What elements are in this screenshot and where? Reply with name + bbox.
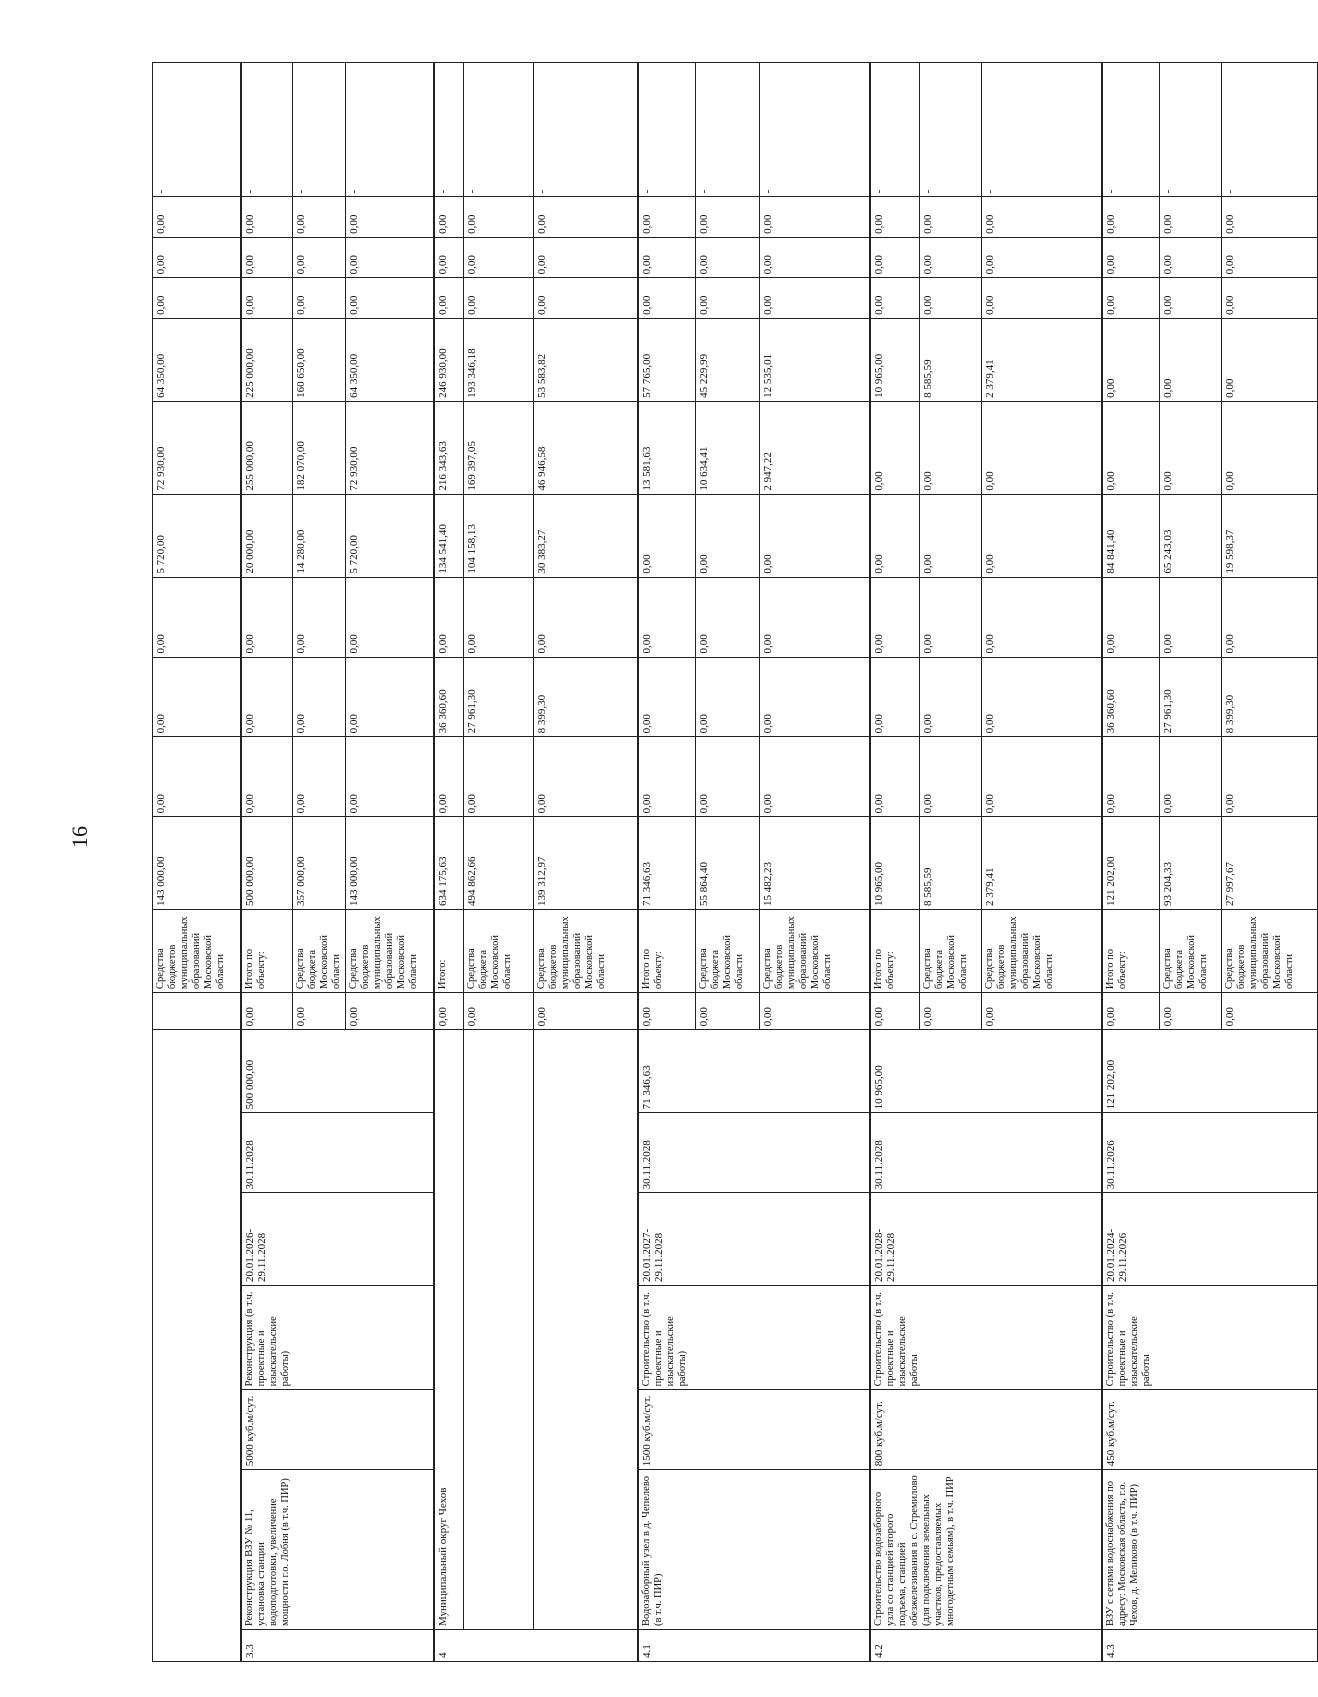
table-row bbox=[534, 63, 638, 1662]
amount-cell: 0,00 bbox=[1160, 278, 1222, 318]
work-period: 20.01.2026-29.11.2028 bbox=[241, 1193, 434, 1286]
amount-cell: 0,00 bbox=[760, 577, 870, 657]
amount-cell: 0,00 bbox=[1222, 237, 1318, 277]
funding-source: Средства бюджета Московской области bbox=[464, 909, 534, 992]
amount-cell: 2 379,41 bbox=[982, 817, 1102, 910]
amount-cell: 8 399,30 bbox=[1222, 657, 1318, 737]
amount-cell: 0,00 bbox=[982, 197, 1102, 237]
prior-financing: 0,00 bbox=[870, 993, 920, 1030]
amount-cell: 0,00 bbox=[760, 197, 870, 237]
capacity: 800 куб.м/сут. bbox=[870, 1390, 1102, 1470]
amount-cell: 0,00 bbox=[464, 278, 534, 318]
amount-cell: 0,00 bbox=[696, 737, 760, 817]
completion-date: 30.11.2028 bbox=[870, 1113, 1102, 1193]
rotated-table-container bbox=[152, 62, 1295, 1662]
estimated-cost: 121 202,00 bbox=[1102, 1030, 1318, 1113]
amount-cell: 0,00 bbox=[434, 278, 464, 318]
amount-cell: 0,00 bbox=[760, 494, 870, 577]
amount-cell: 0,00 bbox=[920, 657, 982, 737]
amount-cell: 45 229,99 bbox=[696, 318, 760, 401]
amount-cell: 0,00 bbox=[153, 737, 241, 817]
amount-cell: 36 360,60 bbox=[434, 657, 464, 737]
amount-cell: 0,00 bbox=[638, 657, 696, 737]
amount-cell: 10 965,00 bbox=[870, 817, 920, 910]
amount-cell: 0,00 bbox=[870, 401, 920, 494]
amount-cell: 0,00 bbox=[346, 737, 434, 817]
empty-cell bbox=[464, 1030, 534, 1630]
amount-cell: 14 280,00 bbox=[293, 494, 346, 577]
amount-cell: 0,00 bbox=[920, 278, 982, 318]
amount-cell: 0,00 bbox=[293, 278, 346, 318]
amount-cell: 0,00 bbox=[1160, 577, 1222, 657]
funding-source: Средства бюджета Московской области bbox=[920, 909, 982, 992]
amount-cell: 0,00 bbox=[638, 237, 696, 277]
funding-source: Средства бюджета Московской области bbox=[1160, 909, 1222, 992]
amount-cell: 246 930,00 bbox=[434, 318, 464, 401]
row-code: 3.3 bbox=[241, 1630, 434, 1662]
amount-cell: 0,00 bbox=[241, 278, 293, 318]
prior-financing: 0,00 bbox=[293, 993, 346, 1030]
remainder-cell: - bbox=[696, 63, 760, 197]
amount-cell: 634 175,63 bbox=[434, 817, 464, 910]
amount-cell: 0,00 bbox=[920, 494, 982, 577]
object-name: Реконструкция ВЗУ № 11, установка станции водоподготовки, увеличение мощности г.о. Лобня (в т.ч. ПИР) bbox=[241, 1470, 434, 1630]
funding-source: Средства бюджетов муниципальных образований Московской области bbox=[346, 909, 434, 992]
prior-cell bbox=[153, 993, 241, 1030]
remainder-cell: - bbox=[1160, 63, 1222, 197]
amount-cell: 0,00 bbox=[534, 237, 638, 277]
funding-source: Итого по объекту: bbox=[638, 909, 696, 992]
amount-cell: 0,00 bbox=[153, 577, 241, 657]
municipality-name: Муниципальный округ Чехов bbox=[434, 1030, 464, 1630]
amount-cell: 160 650,00 bbox=[293, 318, 346, 401]
amount-cell: 71 346,63 bbox=[638, 817, 696, 910]
amount-cell: 139 312,97 bbox=[534, 817, 638, 910]
funding-source: Итого по объекту: bbox=[241, 909, 293, 992]
amount-cell: 0,00 bbox=[870, 197, 920, 237]
prior-financing: 0,00 bbox=[696, 993, 760, 1030]
row-code: 4.1 bbox=[638, 1630, 870, 1662]
estimated-cost: 10 965,00 bbox=[870, 1030, 1102, 1113]
amount-cell: 0,00 bbox=[293, 237, 346, 277]
amount-cell: 0,00 bbox=[982, 401, 1102, 494]
amount-cell: 84 841,40 bbox=[1102, 494, 1160, 577]
amount-cell: 0,00 bbox=[464, 577, 534, 657]
amount-cell: 0,00 bbox=[982, 737, 1102, 817]
amount-cell: 0,00 bbox=[920, 577, 982, 657]
amount-cell: 0,00 bbox=[1160, 318, 1222, 401]
amount-cell: 0,00 bbox=[464, 197, 534, 237]
amount-cell: 0,00 bbox=[346, 657, 434, 737]
amount-cell: 27 997,67 bbox=[1222, 817, 1318, 910]
amount-cell: 0,00 bbox=[293, 737, 346, 817]
funding-source: Итого: bbox=[434, 909, 464, 992]
object-name: Водозаборный узел в д. Чепелево (в т.ч. ПИР) bbox=[638, 1470, 870, 1630]
remainder-cell: - bbox=[982, 63, 1102, 197]
table-row bbox=[434, 63, 464, 1662]
amount-cell: 13 581,63 bbox=[638, 401, 696, 494]
amount-cell: 55 864,40 bbox=[696, 817, 760, 910]
funding-source: Средства бюджетов муниципальных образований Московской области bbox=[1222, 909, 1318, 992]
amount-cell: 134 541,40 bbox=[434, 494, 464, 577]
amount-cell: 357 000,00 bbox=[293, 817, 346, 910]
amount-cell: 19 598,37 bbox=[1222, 494, 1318, 577]
amount-cell: 143 000,00 bbox=[346, 817, 434, 910]
completion-date: 30.11.2026 bbox=[1102, 1113, 1318, 1193]
amount-cell: 0,00 bbox=[760, 278, 870, 318]
remainder-cell: - bbox=[1222, 63, 1318, 197]
amount-cell: 0,00 bbox=[696, 237, 760, 277]
amount-cell: 0,00 bbox=[1222, 197, 1318, 237]
amount-cell: 27 961,30 bbox=[1160, 657, 1222, 737]
amount-cell: 20 000,00 bbox=[241, 494, 293, 577]
work-type: Строительство (в т.ч. проектные и изыскательские работы bbox=[1102, 1285, 1318, 1389]
amount-cell: 0,00 bbox=[346, 577, 434, 657]
amount-cell: 8 585,59 bbox=[920, 817, 982, 910]
remainder-cell: - bbox=[346, 63, 434, 197]
amount-cell: 0,00 bbox=[1222, 278, 1318, 318]
amount-cell: 182 070,00 bbox=[293, 401, 346, 494]
remainder-cell: - bbox=[434, 63, 464, 197]
amount-cell: 0,00 bbox=[870, 657, 920, 737]
completion-date: 30.11.2028 bbox=[638, 1113, 870, 1193]
amount-cell: 0,00 bbox=[982, 577, 1102, 657]
amount-cell: 0,00 bbox=[1160, 197, 1222, 237]
prior-financing: 0,00 bbox=[638, 993, 696, 1030]
amount-cell: 0,00 bbox=[760, 737, 870, 817]
remainder-cell: - bbox=[464, 63, 534, 197]
amount-cell: 143 000,00 bbox=[153, 817, 241, 910]
amount-cell: 0,00 bbox=[1102, 737, 1160, 817]
funding-source: Средства бюджетов муниципальных образований Московской области bbox=[760, 909, 870, 992]
remainder-cell: - bbox=[1102, 63, 1160, 197]
amount-cell: 0,00 bbox=[346, 278, 434, 318]
amount-cell: 0,00 bbox=[1160, 737, 1222, 817]
amount-cell: 10 634,41 bbox=[696, 401, 760, 494]
prior-financing: 0,00 bbox=[1160, 993, 1222, 1030]
remainder-cell: - bbox=[534, 63, 638, 197]
amount-cell: 0,00 bbox=[982, 657, 1102, 737]
amount-cell: 0,00 bbox=[982, 237, 1102, 277]
amount-cell: 30 383,27 bbox=[534, 494, 638, 577]
amount-cell: 0,00 bbox=[870, 494, 920, 577]
funding-source: Средства бюджета Московской области bbox=[293, 909, 346, 992]
amount-cell: 494 862,66 bbox=[464, 817, 534, 910]
amount-cell: 12 535,01 bbox=[760, 318, 870, 401]
work-period: 20.01.2028-29.11.2028 bbox=[870, 1193, 1102, 1286]
financing-table bbox=[152, 62, 1318, 1662]
row-code: 4 bbox=[434, 1630, 638, 1662]
amount-cell: 0,00 bbox=[534, 577, 638, 657]
amount-cell: 0,00 bbox=[1102, 237, 1160, 277]
amount-cell: 10 965,00 bbox=[870, 318, 920, 401]
work-period: 20.01.2027-29.11.2028 bbox=[638, 1193, 870, 1286]
amount-cell: 216 343,63 bbox=[434, 401, 464, 494]
amount-cell: 15 482,23 bbox=[760, 817, 870, 910]
amount-cell: 53 583,82 bbox=[534, 318, 638, 401]
amount-cell: 0,00 bbox=[696, 577, 760, 657]
capacity: 5000 куб.м/сут. bbox=[241, 1390, 434, 1470]
amount-cell: 93 204,33 bbox=[1160, 817, 1222, 910]
prior-financing: 0,00 bbox=[534, 993, 638, 1030]
amount-cell: 46 946,58 bbox=[534, 401, 638, 494]
amount-cell: 0,00 bbox=[638, 197, 696, 237]
amount-cell: 0,00 bbox=[293, 197, 346, 237]
amount-cell: 0,00 bbox=[153, 197, 241, 237]
page-number: 16 bbox=[67, 826, 92, 848]
remainder-cell: - bbox=[241, 63, 293, 197]
amount-cell: 0,00 bbox=[434, 197, 464, 237]
empty-cell bbox=[534, 1030, 638, 1630]
amount-cell: 65 243,03 bbox=[1160, 494, 1222, 577]
amount-cell: 2 947,22 bbox=[760, 401, 870, 494]
amount-cell: 0,00 bbox=[464, 737, 534, 817]
amount-cell: 0,00 bbox=[1102, 318, 1160, 401]
estimated-cost: 71 346,63 bbox=[638, 1030, 870, 1113]
amount-cell: 0,00 bbox=[1222, 318, 1318, 401]
remainder-cell: - bbox=[760, 63, 870, 197]
prior-financing: 0,00 bbox=[346, 993, 434, 1030]
amount-cell: 0,00 bbox=[241, 657, 293, 737]
amount-cell: 8 585,59 bbox=[920, 318, 982, 401]
amount-cell: 0,00 bbox=[346, 197, 434, 237]
prior-financing: 0,00 bbox=[920, 993, 982, 1030]
amount-cell: 0,00 bbox=[920, 197, 982, 237]
amount-cell: 0,00 bbox=[434, 237, 464, 277]
amount-cell: 0,00 bbox=[434, 577, 464, 657]
work-type: Реконструкция (в т.ч. проектные и изыскательские работы) bbox=[241, 1285, 434, 1389]
amount-cell: 0,00 bbox=[241, 197, 293, 237]
amount-cell: 72 930,00 bbox=[153, 401, 241, 494]
amount-cell: 0,00 bbox=[464, 237, 534, 277]
prior-financing: 0,00 bbox=[1222, 993, 1318, 1030]
amount-cell: 0,00 bbox=[870, 278, 920, 318]
amount-cell: 64 350,00 bbox=[153, 318, 241, 401]
amount-cell: 0,00 bbox=[534, 278, 638, 318]
amount-cell: 0,00 bbox=[1160, 237, 1222, 277]
amount-cell: 0,00 bbox=[241, 737, 293, 817]
prior-financing: 0,00 bbox=[1102, 993, 1160, 1030]
remainder-cell: - bbox=[153, 63, 241, 197]
funding-source: Итого по объекту: bbox=[1102, 909, 1160, 992]
prior-financing: 0,00 bbox=[241, 993, 293, 1030]
amount-cell: 0,00 bbox=[982, 494, 1102, 577]
amount-cell: 225 000,00 bbox=[241, 318, 293, 401]
table-row bbox=[153, 63, 241, 1662]
prior-financing: 0,00 bbox=[434, 993, 464, 1030]
amount-cell: 0,00 bbox=[241, 237, 293, 277]
estimated-cost: 500 000,00 bbox=[241, 1030, 434, 1113]
remainder-cell: - bbox=[293, 63, 346, 197]
amount-cell: 0,00 bbox=[1102, 197, 1160, 237]
completion-date: 30.11.2028 bbox=[241, 1113, 434, 1193]
amount-cell: 121 202,00 bbox=[1102, 817, 1160, 910]
amount-cell: 0,00 bbox=[346, 237, 434, 277]
amount-cell: 0,00 bbox=[293, 657, 346, 737]
amount-cell: 64 350,00 bbox=[346, 318, 434, 401]
funding-source: Средства бюджетов муниципальных образований Московской области bbox=[153, 909, 241, 992]
amount-cell: 0,00 bbox=[760, 237, 870, 277]
amount-cell: 2 379,41 bbox=[982, 318, 1102, 401]
amount-cell: 0,00 bbox=[1222, 401, 1318, 494]
amount-cell: 0,00 bbox=[982, 278, 1102, 318]
amount-cell: 57 765,00 bbox=[638, 318, 696, 401]
amount-cell: 0,00 bbox=[1160, 401, 1222, 494]
amount-cell: 0,00 bbox=[870, 237, 920, 277]
amount-cell: 0,00 bbox=[153, 237, 241, 277]
amount-cell: 8 399,30 bbox=[534, 657, 638, 737]
amount-cell: 0,00 bbox=[153, 278, 241, 318]
amount-cell: 5 720,00 bbox=[346, 494, 434, 577]
prior-financing: 0,00 bbox=[982, 993, 1102, 1030]
amount-cell: 0,00 bbox=[638, 737, 696, 817]
amount-cell: 0,00 bbox=[920, 401, 982, 494]
amount-cell: 0,00 bbox=[920, 237, 982, 277]
remainder-cell: - bbox=[638, 63, 696, 197]
amount-cell: 0,00 bbox=[1102, 577, 1160, 657]
amount-cell: 0,00 bbox=[153, 657, 241, 737]
amount-cell: 0,00 bbox=[1222, 737, 1318, 817]
table-row bbox=[1102, 63, 1160, 1662]
amount-cell: 255 000,00 bbox=[241, 401, 293, 494]
funding-source: Средства бюджетов муниципальных образований Московской области bbox=[982, 909, 1102, 992]
remainder-cell: - bbox=[870, 63, 920, 197]
amount-cell: 0,00 bbox=[1222, 577, 1318, 657]
object-name: ВЗУ с сетями водоснабжения по адресу: Московская область, г.о. Чехов, д. Меликово (в т.ч. ПИР) bbox=[1102, 1470, 1318, 1630]
amount-cell: 36 360,60 bbox=[1102, 657, 1160, 737]
table-row bbox=[464, 63, 534, 1662]
amount-cell: 0,00 bbox=[638, 494, 696, 577]
table-row bbox=[638, 63, 696, 1662]
amount-cell: 0,00 bbox=[870, 577, 920, 657]
amount-cell: 0,00 bbox=[696, 197, 760, 237]
row-code: 4.3 bbox=[1102, 1630, 1318, 1662]
amount-cell: 0,00 bbox=[434, 737, 464, 817]
table-row bbox=[870, 63, 920, 1662]
funding-source: Средства бюджетов муниципальных образований Московской области bbox=[534, 909, 638, 992]
funding-source: Итого по объекту: bbox=[870, 909, 920, 992]
amount-cell: 0,00 bbox=[696, 278, 760, 318]
amount-cell: 0,00 bbox=[696, 657, 760, 737]
table-row bbox=[241, 63, 293, 1662]
remainder-cell: - bbox=[920, 63, 982, 197]
amount-cell: 0,00 bbox=[1102, 278, 1160, 318]
amount-cell: 0,00 bbox=[870, 737, 920, 817]
prior-financing: 0,00 bbox=[464, 993, 534, 1030]
amount-cell: 0,00 bbox=[638, 577, 696, 657]
amount-cell: 0,00 bbox=[696, 494, 760, 577]
capacity: 450 куб.м/сут. bbox=[1102, 1390, 1318, 1470]
amount-cell: 500 000,00 bbox=[241, 817, 293, 910]
capacity: 1500 куб.м/сут. bbox=[638, 1390, 870, 1470]
amount-cell: 72 930,00 bbox=[346, 401, 434, 494]
amount-cell: 104 158,13 bbox=[464, 494, 534, 577]
object-name: Строительство водозаборного узла со станцией второго подъема, станцией обезжелезивания в с. Стремилово (для подключения земельных участков, предоставляемых многодетным семьям), в т.ч. ПИР bbox=[870, 1470, 1102, 1630]
amount-cell: 0,00 bbox=[1102, 401, 1160, 494]
amount-cell: 0,00 bbox=[534, 737, 638, 817]
amount-cell: 0,00 bbox=[760, 657, 870, 737]
amount-cell: 169 397,05 bbox=[464, 401, 534, 494]
funding-source: Средства бюджета Московской области bbox=[696, 909, 760, 992]
amount-cell: 0,00 bbox=[241, 577, 293, 657]
work-type: Строительство (в т.ч. проектные и изыскательские работы bbox=[870, 1285, 1102, 1389]
amount-cell: 0,00 bbox=[920, 737, 982, 817]
amount-cell: 0,00 bbox=[534, 197, 638, 237]
work-type: Строительство (в т.ч. проектные и изыскательские работы) bbox=[638, 1285, 870, 1389]
prior-financing: 0,00 bbox=[760, 993, 870, 1030]
amount-cell: 27 961,30 bbox=[464, 657, 534, 737]
work-period: 20.01.2024-29.11.2026 bbox=[1102, 1193, 1318, 1286]
amount-cell: 5 720,00 bbox=[153, 494, 241, 577]
amount-cell: 0,00 bbox=[638, 278, 696, 318]
empty-cell bbox=[153, 1030, 241, 1662]
amount-cell: 0,00 bbox=[293, 577, 346, 657]
row-code: 4.2 bbox=[870, 1630, 1102, 1662]
amount-cell: 193 346,18 bbox=[464, 318, 534, 401]
